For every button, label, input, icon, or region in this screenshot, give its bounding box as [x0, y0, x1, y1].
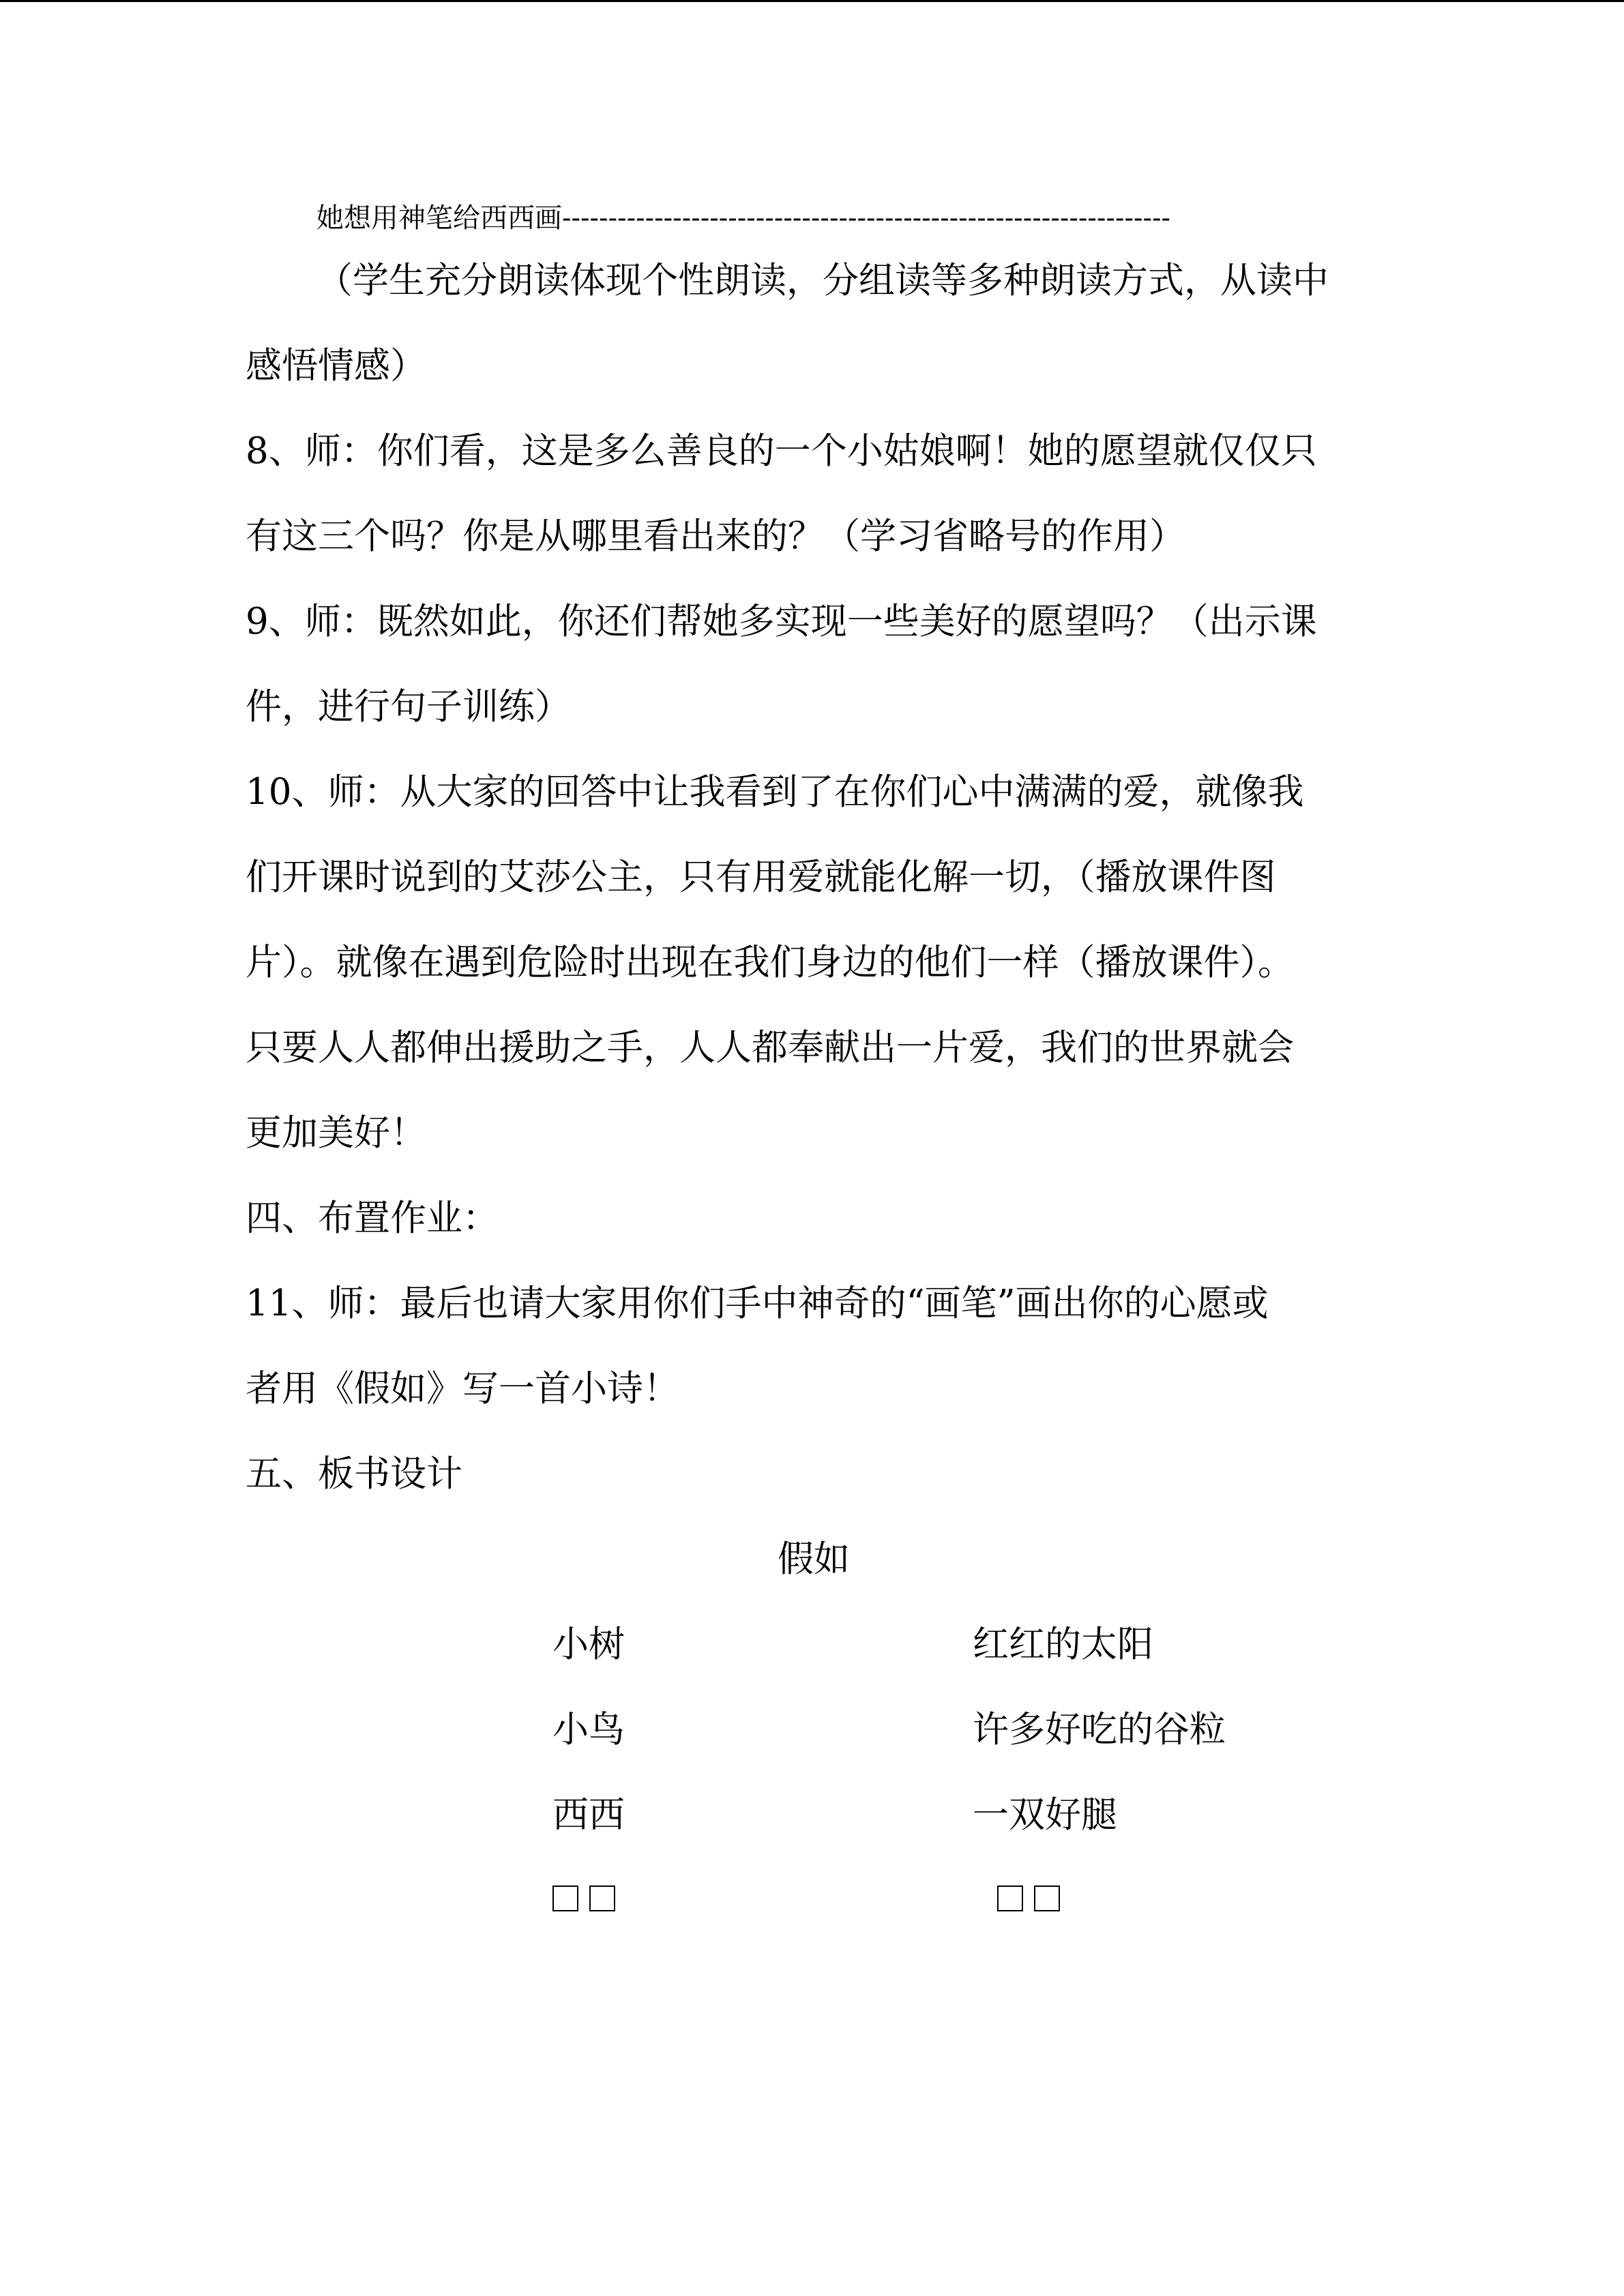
board-right-item-3: 一双好腿 — [973, 1794, 1117, 1836]
board-title: 假如 — [778, 1538, 850, 1580]
blank-box — [1034, 1885, 1060, 1911]
paragraph-8-line-1: 8、师：你们看，这是多么善良的一个小姑娘啊！她的愿望就仅仅只 — [246, 430, 1317, 472]
blank-box — [997, 1885, 1023, 1911]
board-right-blank-boxes — [997, 1885, 1071, 1911]
paragraph-8-line-2: 有这三个吗？你是从哪里看出来的？（学习省略号的作用） — [246, 516, 1185, 557]
blank-box — [589, 1885, 615, 1911]
board-right-item-1: 红红的太阳 — [973, 1624, 1153, 1665]
section-4-heading: 四、布置作业： — [246, 1197, 499, 1239]
board-left-item-1: 小树 — [552, 1624, 625, 1665]
intro-line: 她想用神笔给西西画------------------------------------------------------------------ — [316, 203, 1171, 234]
board-left-blank-boxes — [552, 1885, 626, 1911]
board-right-item-2: 许多好吃的谷粒 — [973, 1709, 1226, 1750]
section-5-heading: 五、板书设计 — [246, 1453, 462, 1495]
paragraph-10-line-5: 更加美好！ — [246, 1112, 426, 1154]
paragraph-11-line-1: 11、师：最后也请大家用你们手中神奇的“画笔”画出你的心愿或 — [246, 1283, 1269, 1324]
top-border-line — [0, 0, 1624, 2]
blank-box — [552, 1885, 578, 1911]
paragraph-9-line-2: 件，进行句子训练） — [246, 686, 571, 728]
paragraph-9-line-1: 9、师：既然如此，你还们帮她多实现一些美好的愿望吗？（出示课 — [246, 601, 1317, 642]
paragraph-10-line-2: 们开课时说到的艾莎公主，只有用爱就能化解一切，（播放课件图 — [246, 856, 1276, 898]
board-left-item-2: 小鸟 — [552, 1709, 625, 1750]
paragraph-10-line-1: 10、师：从大家的回答中让我看到了在你们心中满满的爱，就像我 — [246, 771, 1304, 813]
board-left-item-3: 西西 — [552, 1794, 625, 1836]
paragraph-10-line-4: 只要人人都伸出援助之手，人人都奉献出一片爱，我们的世界就会 — [246, 1027, 1294, 1069]
note-paragraph-line-2: 感悟情感） — [246, 345, 426, 387]
paragraph-10-line-3: 片）。就像在遇到危险时出现在我们身边的他们一样（播放课件）。 — [246, 942, 1294, 983]
paragraph-11-line-2: 者用《假如》写一首小诗！ — [246, 1368, 679, 1410]
note-paragraph-line-1: （学生充分朗读体现个性朗读，分组读等多种朗读方式，从读中 — [316, 260, 1329, 301]
